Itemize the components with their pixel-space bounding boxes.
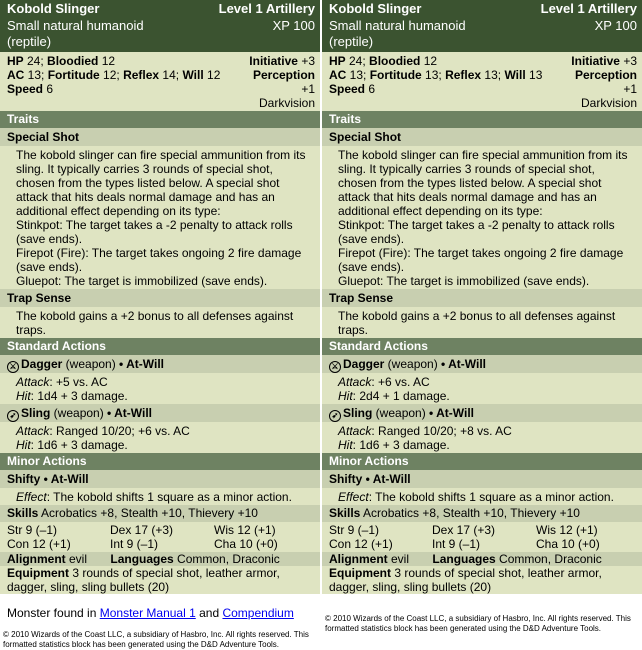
monster-manual-link[interactable]: Monster Manual 1 bbox=[99, 606, 196, 620]
dagger-title bbox=[0, 355, 320, 373]
trap-sense-text: The kobold gains a +2 bonus to all defenses against traps. bbox=[0, 307, 320, 338]
traits-heading: Traits bbox=[322, 111, 642, 128]
dagger-keyword: (weapon) bbox=[384, 357, 442, 371]
melee-icon: ⚔ bbox=[329, 361, 341, 373]
dagger-attack: : +6 vs. AC bbox=[371, 375, 430, 389]
ref-label: Reflex bbox=[445, 68, 482, 82]
trap-sense-title: Trap Sense bbox=[0, 289, 320, 307]
standard-actions-heading: Standard Actions bbox=[0, 338, 320, 355]
firepot-text: Firepot (Fire): The target takes ongoing 2 fire damage (save ends). bbox=[16, 246, 302, 274]
equipment-value: 3 rounds of special shot, leather armor, dagger, sling, sling bullets (20) bbox=[329, 566, 602, 594]
dagger-attack: : +5 vs. AC bbox=[49, 375, 108, 389]
bloodied-label: Bloodied bbox=[47, 54, 99, 68]
alignment-row bbox=[322, 552, 642, 566]
hp-value: 24; bbox=[345, 54, 370, 68]
will-value: 13 bbox=[525, 68, 543, 82]
sling-body bbox=[322, 422, 642, 453]
equipment-row bbox=[322, 566, 642, 594]
sling-attack: : Ranged 10/20; +8 vs. AC bbox=[371, 424, 512, 438]
ranged-icon: ➶ bbox=[329, 410, 341, 422]
int-score: Int 9 (–1) bbox=[432, 537, 481, 551]
fort-label: Fortitude bbox=[47, 68, 100, 82]
sling-attack: : Ranged 10/20; +6 vs. AC bbox=[49, 424, 190, 438]
special-shot-body bbox=[322, 146, 642, 289]
alignment-value: evil bbox=[65, 552, 88, 566]
perception-label: Perception bbox=[252, 68, 315, 82]
gluepot-text: Gluepot: The target is immobilized (save ends). bbox=[16, 274, 268, 288]
ranged-icon: ➶ bbox=[7, 410, 19, 422]
perception-value: +1 bbox=[301, 82, 315, 96]
init-label: Initiative bbox=[249, 54, 298, 68]
speed-value: 6 bbox=[43, 82, 54, 96]
found-in-line bbox=[7, 606, 294, 620]
will-label: Will bbox=[504, 68, 526, 82]
trap-sense-title: Trap Sense bbox=[322, 289, 642, 307]
attack-label: Attack bbox=[16, 424, 50, 438]
dagger-usage: • At-Will bbox=[441, 357, 487, 371]
monster-level: Level 1 Artillery bbox=[218, 1, 315, 16]
stinkpot-text: Stinkpot: The target takes a -2 penalty to attack rolls (save ends). bbox=[16, 218, 293, 246]
cha-score: Cha 10 (+0) bbox=[214, 537, 278, 551]
hit-label: Hit bbox=[16, 438, 31, 452]
hp-label: HP bbox=[7, 54, 24, 68]
equipment-row bbox=[0, 566, 320, 594]
and-text: and bbox=[195, 606, 223, 620]
con-score: Con 12 (+1) bbox=[329, 537, 393, 551]
skills-label: Skills bbox=[7, 506, 39, 520]
dagger-keyword: (weapon) bbox=[62, 357, 120, 371]
hit-label: Hit bbox=[16, 389, 31, 403]
ref-value: 14; bbox=[159, 68, 183, 82]
dex-score: Dex 17 (+3) bbox=[432, 523, 496, 537]
dagger-name: Dagger bbox=[21, 357, 63, 371]
ability-scores bbox=[322, 522, 642, 552]
sling-hit: : 1d6 + 3 damage. bbox=[352, 438, 450, 452]
defense-stats bbox=[322, 52, 642, 111]
attack-label: Attack bbox=[16, 375, 50, 389]
stat-block-left bbox=[0, 0, 320, 594]
perception-value: +1 bbox=[623, 82, 637, 96]
str-score: Str 9 (–1) bbox=[329, 523, 380, 537]
languages-value: Common, Draconic bbox=[173, 552, 280, 566]
fort-value: 12; bbox=[99, 68, 124, 82]
special-shot-title: Special Shot bbox=[322, 128, 642, 146]
stat-header bbox=[0, 0, 320, 52]
standard-actions-heading: Standard Actions bbox=[322, 338, 642, 355]
sling-usage: • At-Will bbox=[107, 406, 153, 420]
ac-label: AC bbox=[7, 68, 25, 82]
attack-label: Attack bbox=[338, 375, 372, 389]
skills-value: Acrobatics +8, Stealth +10, Thievery +10 bbox=[38, 506, 258, 520]
languages-label: Languages bbox=[432, 552, 496, 566]
ac-value: 13; bbox=[24, 68, 48, 82]
shifty-text: : The kobold shifts 1 square as a minor action. bbox=[46, 490, 292, 504]
stats-right bbox=[571, 54, 637, 110]
init-label: Initiative bbox=[571, 54, 620, 68]
dagger-name: Dagger bbox=[343, 357, 385, 371]
dagger-body bbox=[322, 373, 642, 404]
copyright-right: © 2010 Wizards of the Coast LLC, a subsidiary of Hasbro, Inc. All rights reserved. This formatted statistics block has been generated using the D&D Adventure Tools. bbox=[325, 614, 631, 633]
melee-icon: ⚔ bbox=[7, 361, 19, 373]
sling-keyword: (weapon) bbox=[372, 406, 430, 420]
minor-actions-heading: Minor Actions bbox=[322, 453, 642, 470]
monster-xp: XP 100 bbox=[594, 18, 637, 33]
skills-label: Skills bbox=[329, 506, 361, 520]
languages-label: Languages bbox=[110, 552, 174, 566]
monster-type: Small natural humanoid (reptile) bbox=[7, 18, 144, 49]
sling-hit: : 1d6 + 3 damage. bbox=[30, 438, 128, 452]
sling-name: Sling bbox=[21, 406, 51, 420]
shifty-text: : The kobold shifts 1 square as a minor action. bbox=[368, 490, 614, 504]
special-shot-text: The kobold slinger can fire special ammunition from its sling. It typically carries 3 rounds of special shot, chosen from the types listed below. A special shot attack that hits deals normal damage and has an additional effect depending on its type: bbox=[16, 148, 306, 218]
init-value: +3 bbox=[619, 54, 637, 68]
effect-label: Effect bbox=[338, 490, 369, 504]
effect-label: Effect bbox=[16, 490, 47, 504]
perception-label: Perception bbox=[574, 68, 637, 82]
ref-value: 13; bbox=[481, 68, 505, 82]
languages-value: Common, Draconic bbox=[495, 552, 602, 566]
equipment-value: 3 rounds of special shot, leather armor, dagger, sling, sling bullets (20) bbox=[7, 566, 280, 594]
speed-value: 6 bbox=[365, 82, 376, 96]
alignment-label: Alignment bbox=[329, 552, 388, 566]
bloodied-label: Bloodied bbox=[369, 54, 421, 68]
stat-header bbox=[322, 0, 642, 52]
equipment-label: Equipment bbox=[329, 566, 391, 580]
bloodied-value: 12 bbox=[98, 54, 116, 68]
dagger-hit: : 2d4 + 1 damage. bbox=[352, 389, 450, 403]
speed-label: Speed bbox=[7, 82, 44, 96]
fort-label: Fortitude bbox=[369, 68, 422, 82]
sling-keyword: (weapon) bbox=[50, 406, 108, 420]
fort-value: 13; bbox=[421, 68, 446, 82]
bloodied-value: 12 bbox=[420, 54, 438, 68]
int-score: Int 9 (–1) bbox=[110, 537, 159, 551]
dex-score: Dex 17 (+3) bbox=[110, 523, 174, 537]
sling-title bbox=[322, 404, 642, 422]
dagger-title bbox=[322, 355, 642, 373]
sling-title bbox=[0, 404, 320, 422]
sling-usage: • At-Will bbox=[429, 406, 475, 420]
compendium-link[interactable]: Compendium bbox=[222, 606, 294, 620]
darkvision: Darkvision bbox=[580, 96, 637, 110]
ability-scores bbox=[0, 522, 320, 552]
dagger-body bbox=[0, 373, 320, 404]
sling-body bbox=[0, 422, 320, 453]
shifty-body bbox=[0, 488, 320, 505]
alignment-row bbox=[0, 552, 320, 566]
shifty-title: Shifty • At-Will bbox=[0, 470, 320, 488]
ref-label: Reflex bbox=[123, 68, 160, 82]
alignment-label: Alignment bbox=[7, 552, 66, 566]
firepot-text: Firepot (Fire): The target takes ongoing 2 fire damage (save ends). bbox=[338, 246, 624, 274]
traits-heading: Traits bbox=[0, 111, 320, 128]
dagger-hit: : 1d4 + 3 damage. bbox=[30, 389, 128, 403]
hit-label: Hit bbox=[338, 389, 353, 403]
wis-score: Wis 12 (+1) bbox=[214, 523, 276, 537]
alignment-value: evil bbox=[387, 552, 410, 566]
con-score: Con 12 (+1) bbox=[7, 537, 71, 551]
monster-type: Small natural humanoid (reptile) bbox=[329, 18, 466, 49]
skills-row bbox=[0, 505, 320, 522]
attack-label: Attack bbox=[338, 424, 372, 438]
monster-name: Kobold Slinger bbox=[7, 1, 100, 16]
will-value: 12 bbox=[203, 68, 221, 82]
found-in-text: Monster found in bbox=[7, 606, 100, 620]
sling-name: Sling bbox=[343, 406, 373, 420]
stats-left bbox=[7, 54, 220, 96]
monster-level: Level 1 Artillery bbox=[540, 1, 637, 16]
stinkpot-text: Stinkpot: The target takes a -2 penalty to attack rolls (save ends). bbox=[338, 218, 615, 246]
str-score: Str 9 (–1) bbox=[7, 523, 58, 537]
dagger-usage: • At-Will bbox=[119, 357, 165, 371]
wis-score: Wis 12 (+1) bbox=[536, 523, 598, 537]
trap-sense-text: The kobold gains a +2 bonus to all defenses against traps. bbox=[322, 307, 642, 338]
ac-label: AC bbox=[329, 68, 347, 82]
minor-actions-heading: Minor Actions bbox=[0, 453, 320, 470]
init-value: +3 bbox=[297, 54, 315, 68]
shifty-title: Shifty • At-Will bbox=[322, 470, 642, 488]
special-shot-text: The kobold slinger can fire special ammunition from its sling. It typically carries 3 rounds of special shot, chosen from the types listed below. A special shot attack that hits deals normal damage and has an additional effect depending on its type: bbox=[338, 148, 628, 218]
skills-row bbox=[322, 505, 642, 522]
stats-left bbox=[329, 54, 542, 96]
will-label: Will bbox=[182, 68, 204, 82]
skills-value: Acrobatics +8, Stealth +10, Thievery +10 bbox=[360, 506, 580, 520]
monster-name: Kobold Slinger bbox=[329, 1, 422, 16]
hit-label: Hit bbox=[338, 438, 353, 452]
hp-value: 24; bbox=[23, 54, 48, 68]
equipment-label: Equipment bbox=[7, 566, 69, 580]
monster-xp: XP 100 bbox=[272, 18, 315, 33]
hp-label: HP bbox=[329, 54, 346, 68]
darkvision: Darkvision bbox=[258, 96, 315, 110]
defense-stats bbox=[0, 52, 320, 111]
stats-right bbox=[249, 54, 315, 110]
special-shot-title: Special Shot bbox=[0, 128, 320, 146]
ac-value: 13; bbox=[346, 68, 370, 82]
copyright-left: © 2010 Wizards of the Coast LLC, a subsidiary of Hasbro, Inc. All rights reserved. This formatted statistics block has been generated using the D&D Adventure Tools. bbox=[3, 630, 309, 649]
speed-label: Speed bbox=[329, 82, 366, 96]
stat-block-right bbox=[322, 0, 642, 594]
gluepot-text: Gluepot: The target is immobilized (save ends). bbox=[338, 274, 590, 288]
cha-score: Cha 10 (+0) bbox=[536, 537, 600, 551]
shifty-body bbox=[322, 488, 642, 505]
special-shot-body bbox=[0, 146, 320, 289]
